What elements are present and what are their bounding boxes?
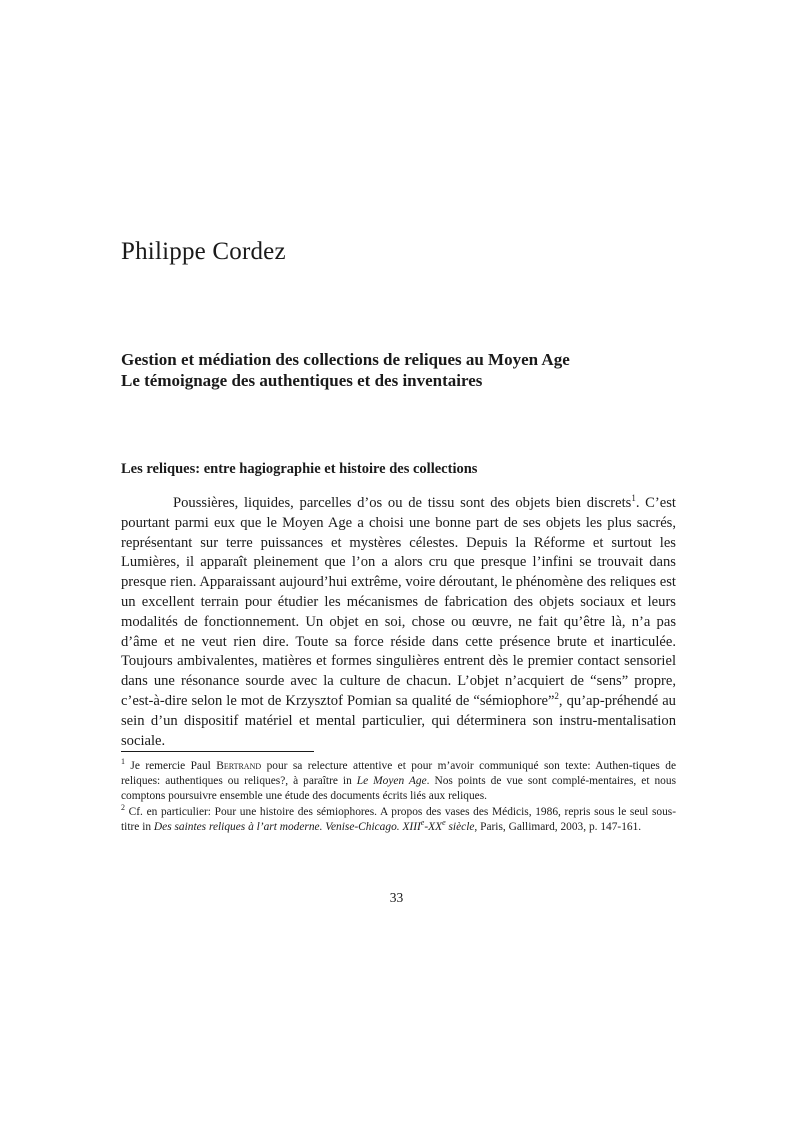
footnote-1-journal: Le Moyen Age: [356, 775, 427, 788]
footnote-2-book-title-part-1: Des saintes reliques à l’art moderne. Venise-Chicago. XIII: [153, 820, 421, 833]
footnote-1-text-b: pour sa relecture attentive et pour m’avoir communiqué son texte: Authen-tiques de reliques: authentiques ou reliques?, à paraître in: [121, 760, 676, 788]
body-paragraph: [121, 494, 676, 751]
footnote-2: [121, 802, 676, 835]
footnote-1-mark: 1: [121, 757, 125, 767]
article-title: [121, 349, 681, 391]
footnote-2-book-title-part-3: siècle: [445, 820, 475, 833]
page-number: 33: [389, 890, 404, 905]
section-heading: Les reliques: entre hagiographie et histoire des collections: [121, 461, 478, 477]
body-text-part-1: Poussières, liquides, parcelles d’os ou de tissu sont des objets bien discrets: [173, 495, 632, 511]
footnote-2-century-sup-1: e: [420, 818, 425, 828]
footnote-2-text-a: Cf. en particulier: Pour une histoire des sémiophores. A propos des vases des Médicis, 1986, repris sous le seul sous-titre in: [121, 805, 676, 833]
footnotes: [121, 759, 676, 835]
body-text-part-3: , qu’ap-préhendé au sein d’un dispositif matériel et mental particulier, qui déterminera son instru-mentalisation sociale.: [121, 692, 676, 749]
footnote-separator: [121, 751, 314, 752]
author-name: Philippe Cordez: [121, 238, 286, 265]
footnote-ref-2[interactable]: 2: [554, 691, 559, 702]
footnote-1-text-c: . Nos points de vue sont complé-mentaires, et nous comptons poursuivre ensemble une étude des documents écrits liés aux reliques.: [121, 775, 676, 803]
footnote-ref-1[interactable]: 1: [631, 493, 636, 504]
footnote-1-author-name: Bertrand: [216, 760, 262, 772]
article-title-line-1: Gestion et médiation des collections de reliques au Moyen Age: [121, 350, 570, 369]
article-title-line-2: Le témoignage des authentiques et des inventaires: [121, 371, 483, 390]
footnote-2-book-title-part-2: -XX: [424, 820, 443, 833]
footnote-2-text-b: , Paris, Gallimard, 2003, p. 147-161.: [474, 820, 642, 833]
body-text-part-2: . C’est pourtant parmi eux que le Moyen Age a choisi une bonne part de ses objets les plus sacrés, représentant sur terre puissances et mystères célestes. Depuis la Réforme et surtout les Lumières, il apparaît pleinement que l’on a alors cru que presque l’infini se trouvait dans presque rien. Apparaissant aujourd’hui extrême, voire déroutant, le phénomène des reliques est un excellent terrain pour étudier les mécanismes de fabrication des objets sociaux et leurs modalités de fonctionnement. Un objet en soi, chose ou œuvre, ne fait qu’être là, n’a pas d’âme et ne veut rien dire. Toute sa force réside dans cette présence brute et inarticulée. Toujours ambivalentes, matières et formes singulières entrent dès le premier contact sensoriel dans une résonance sourde avec la culture de chacun. L’objet n’acquiert de “sens” propre, c’est-à-dire selon le mot de Krzysztof Pomian sa qualité de “sémiophore”: [121, 495, 676, 709]
footnote-2-century-sup-2: e: [442, 818, 446, 828]
footnote-1: [121, 759, 676, 805]
footnote-2-mark: 2: [121, 802, 125, 812]
footnote-2-book-title: [153, 818, 475, 833]
footnote-1-text-a: Je remercie Paul: [125, 760, 217, 772]
